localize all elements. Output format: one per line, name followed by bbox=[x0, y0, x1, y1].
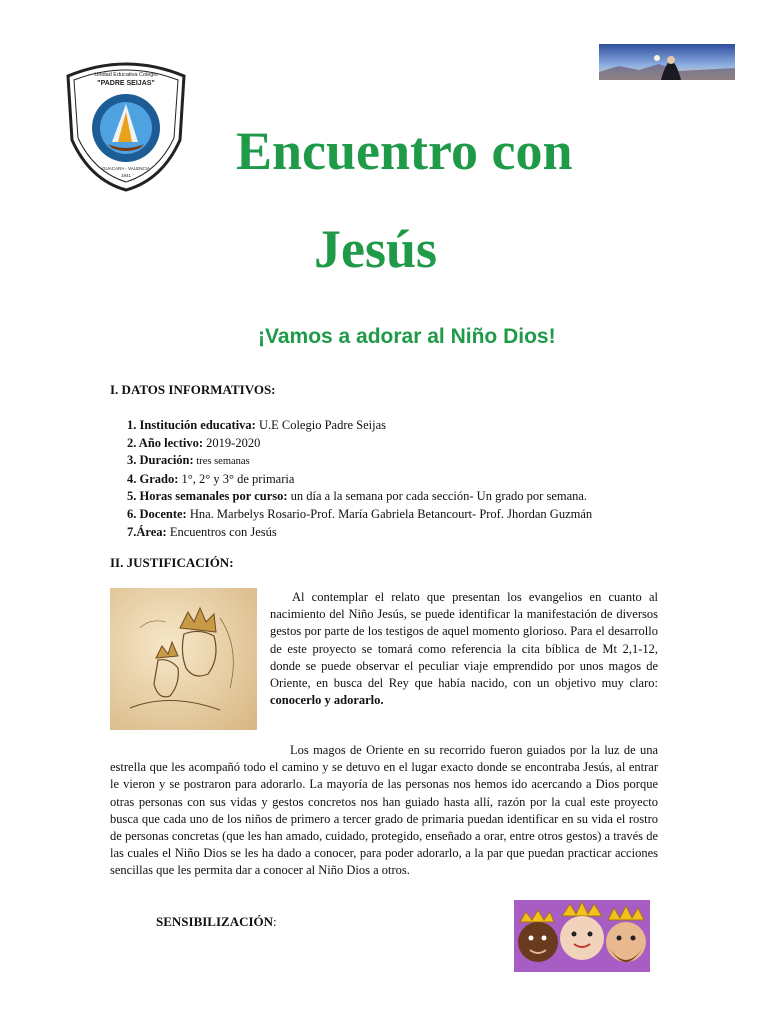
info-item bbox=[127, 471, 592, 489]
info-value: un día a la semana por cada sección- Un grado por semana. bbox=[287, 489, 588, 504]
info-label: 1. Institución educativa: bbox=[127, 418, 256, 432]
para1-bold-text: conocerlo y adorarlo. bbox=[270, 693, 384, 708]
justification-paragraph-1 bbox=[270, 589, 658, 709]
info-value: 2019-2020 bbox=[203, 435, 261, 450]
info-list bbox=[127, 417, 592, 541]
info-label: 2. Año lectivo: bbox=[127, 435, 204, 450]
info-item bbox=[127, 524, 592, 542]
logo-year: 1941 bbox=[120, 173, 132, 178]
logo-line2: "PADRE SEIJAS" bbox=[97, 80, 155, 87]
title-line1: Encuentro con bbox=[236, 121, 573, 181]
info-item bbox=[127, 452, 592, 471]
subtitle: ¡Vamos a adorar al Niño Dios! bbox=[258, 325, 556, 348]
info-item bbox=[127, 417, 592, 435]
section1-heading: I. DATOS INFORMATIVOS: bbox=[110, 382, 276, 397]
info-label: 5. Horas semanales por curso: bbox=[127, 489, 288, 504]
sensibilizacion-heading bbox=[156, 914, 277, 930]
info-item bbox=[127, 435, 592, 453]
info-value: Hna. Marbelys Rosario-Prof. María Gabriela Betancourt- Prof. Jhordan Guzmán bbox=[186, 506, 593, 521]
info-label: 6. Docente: bbox=[127, 506, 187, 521]
justification-paragraph-2 bbox=[110, 742, 658, 880]
para2-text: Los magos de Oriente en su recorrido fueron guiados por la luz de una estrella que les acompañó todo el camino y se detuvo en el lugar exacto donde se encontraba Jesús, al entrar le vieron y se postraron para adorarlo. La mayoría de las personas nos hemos ido acercando a Dios porque otras personas con sus vidas y gestos concretos nos han guiado hasta allí, razón por la cual este proyecto busca que cada uno de los niños de primero a tercer grado de primaria puedan identificar en su vida el rostro de personas concretas (que les han amado, cuidado, protegido, enseñado a orar, entre otros gestos) a través de las cuales el Niño Dios se les ha dado a conocer, para poder adorarlo, a la par que puedan practicar acciones sencillas que les permita dar a conocer al Niño Dios a otros. bbox=[110, 743, 658, 878]
info-value: Encuentros con Jesús bbox=[166, 524, 277, 539]
sensibilizacion-colon: : bbox=[273, 914, 277, 929]
info-label: 7.Área: bbox=[127, 524, 167, 539]
info-value: 1°, 2° y 3° de primaria bbox=[178, 471, 295, 486]
info-item bbox=[127, 488, 592, 506]
info-label: 4. Grado: bbox=[127, 471, 179, 486]
header-banner-image bbox=[599, 44, 735, 80]
three-kings-cartoon-image bbox=[514, 900, 650, 972]
info-value: U.E Colegio Padre Seijas bbox=[255, 418, 387, 432]
section2-heading: II. JUSTIFICACIÓN: bbox=[110, 555, 234, 570]
logo-bottom: GUACARA - VALENCIA bbox=[102, 166, 150, 171]
sensibilizacion-label: SENSIBILIZACIÓN bbox=[156, 914, 274, 929]
kings-sketch-image bbox=[110, 588, 257, 730]
logo-line1: Unidad Educativa Colegio bbox=[94, 72, 158, 78]
info-label: 3. Duración: bbox=[127, 453, 194, 468]
para1-text: Al contemplar el relato que presentan los evangelios en cuanto al nacimiento del Niño Jesús, se puede identificar la manifestación de diversos gestos por parte de los testigos de aquel momento glorioso. Para el desarrollo de este proyecto se tomará como referencia la cita bíblica de Mt 2,1-12, donde se puede observar el peculiar viaje emprendido por unos magos de Oriente, en busca del Rey que había nacido, con un objetivo muy claro: bbox=[270, 590, 658, 691]
info-item bbox=[127, 506, 592, 524]
school-logo bbox=[62, 56, 190, 192]
title-line2: Jesús bbox=[314, 219, 438, 279]
info-value: tres semanas bbox=[193, 456, 250, 468]
